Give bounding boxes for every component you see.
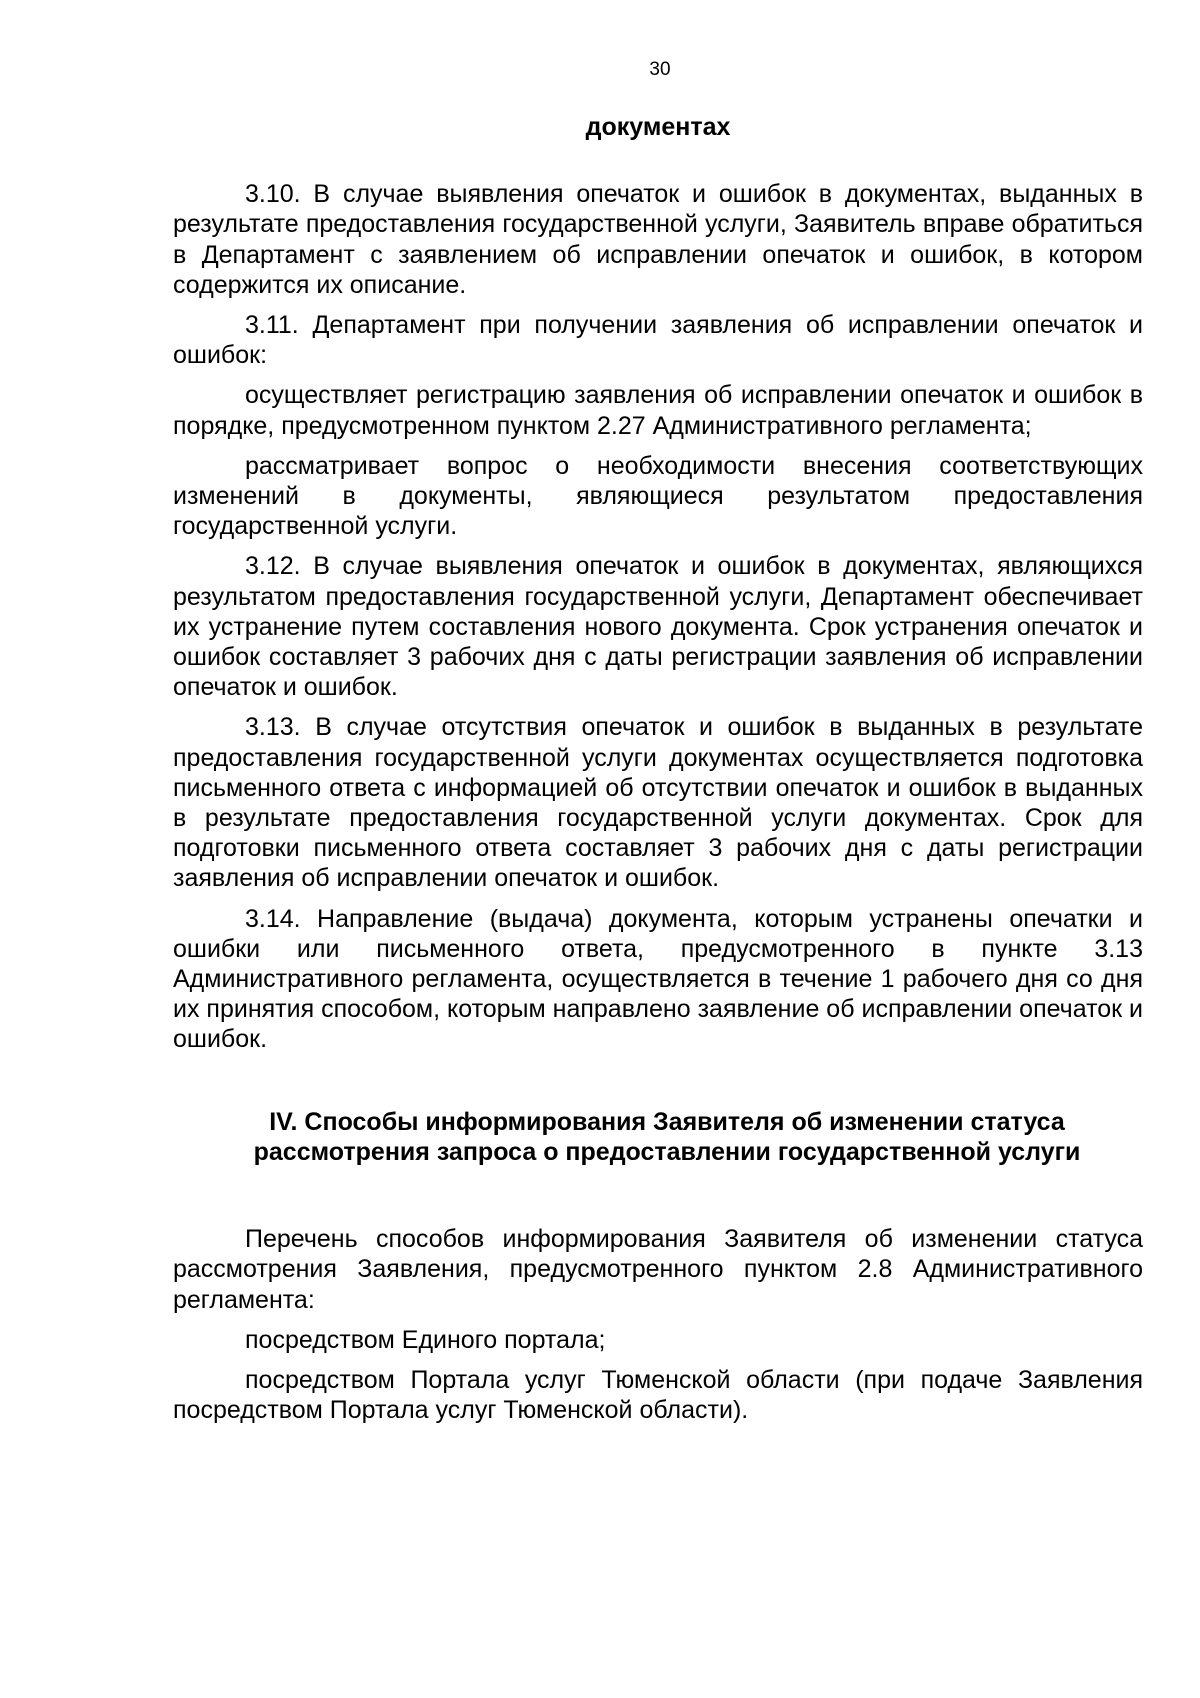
paragraph-3-10: 3.10. В случае выявления опечаток и ошибок в документах, выданных в результате предоставления государственной услуги, Заявитель вправе обратиться в Департамент с заявлением об исправлении опечаток и ошибок, в котором содержится их описание. bbox=[173, 180, 1143, 299]
paragraph-3-12: 3.12. В случае выявления опечаток и ошибок в документах, являющихся результатом предоставления государственной услуги, Департамент обеспечивает их устранение путем составления нового документа. Срок устранения опечаток и ошибок составляет 3 рабочих дня с даты регистрации заявления об исправлении опечаток и ошибок. bbox=[173, 552, 1143, 702]
section-iv-title bbox=[173, 1107, 1143, 1167]
paragraph-section-iv-item-1: посредством Единого портала; bbox=[245, 1325, 606, 1354]
section-heading-continuation: документах bbox=[585, 113, 731, 141]
paragraph-3-13: 3.13. В случае отсутствия опечаток и ошибок в выданных в результате предоставления государственной услуги документах осуществляется подготовка письменного ответа с информацией об отсутствии опечаток и ошибок в выданных в результате предоставления государственной услуги документах. Срок для подготовки письменного ответа составляет 3 рабочих дня с даты регистрации заявления об исправлении опечаток и ошибок. bbox=[173, 713, 1143, 893]
paragraph-3-11-item-2: рассматривает вопрос о необходимости внесения соответствующих изменений в документы, являющиеся результатом предоставления государственной услуги. bbox=[173, 451, 1143, 541]
paragraph-3-14: 3.14. Направление (выдача) документа, которым устранены опечатки и ошибки или письменного ответа, предусмотренного в пункте 3.13 Административного регламента, осуществляется в течение 1 рабочего дня со дня их принятия способом, которым направлено заявление об исправлении опечаток и ошибок. bbox=[173, 904, 1143, 1054]
paragraph-section-iv-intro: Перечень способов информирования Заявителя об изменении статуса рассмотрения Заявления, предусмотренного пунктом 2.8 Административного регламента: bbox=[173, 1225, 1143, 1314]
paragraph-section-iv-item-2: посредством Портала услуг Тюменской области (при подаче Заявления посредством Портала услуг Тюменской области). bbox=[173, 1365, 1143, 1425]
paragraph-3-11-item-1: осуществляет регистрацию заявления об исправлении опечаток и ошибок в порядке, предусмотренном пунктом 2.27 Административного регламента; bbox=[173, 381, 1143, 440]
section-iv-title-line-2: рассмотрения запроса о предоставлении государственной услуги bbox=[253, 1137, 1081, 1166]
section-iv-title-line-1: IV. Способы информирования Заявителя об изменении статуса bbox=[269, 1107, 1065, 1136]
document-body bbox=[173, 112, 1143, 1435]
paragraph-3-11: 3.11. Департамент при получении заявления об исправлении опечаток и ошибок: bbox=[173, 311, 1143, 370]
page-number: 30 bbox=[649, 59, 671, 80]
